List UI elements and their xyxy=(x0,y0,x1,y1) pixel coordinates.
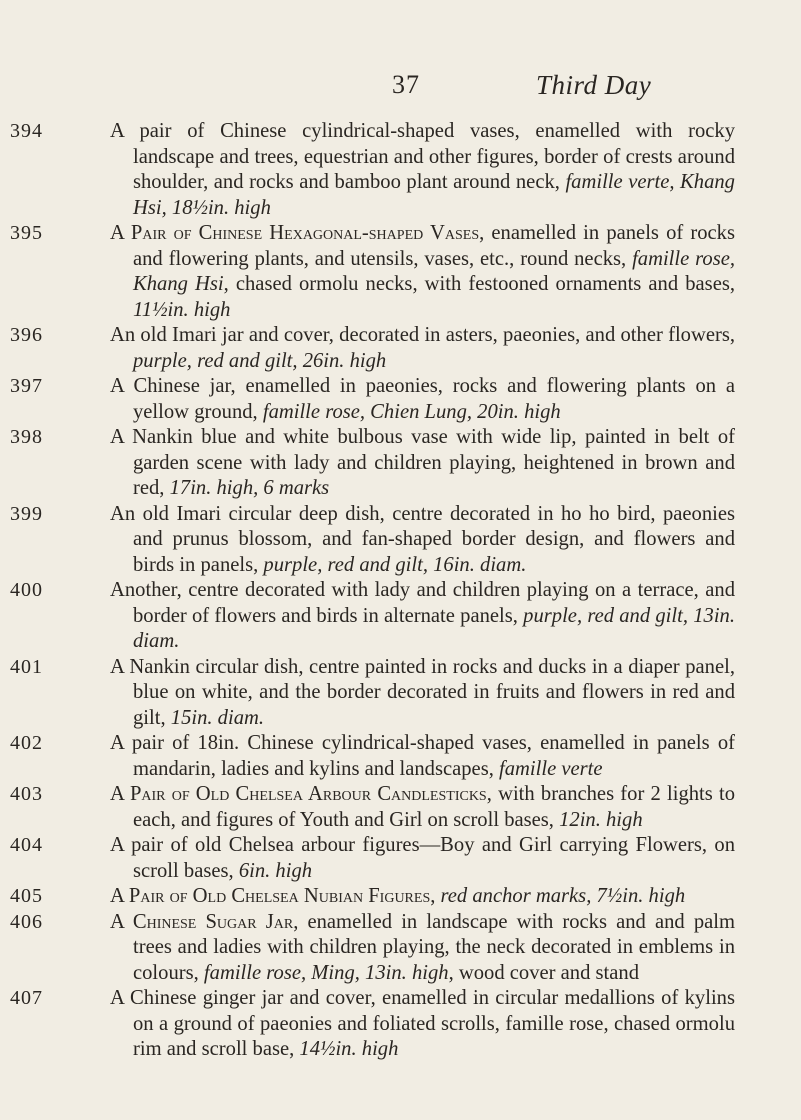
lot-description xyxy=(110,731,735,782)
page-number: 37 xyxy=(392,70,420,99)
lot-number: 396 xyxy=(10,324,43,346)
lot-text-segment: , xyxy=(430,885,441,907)
lot-number: 398 xyxy=(10,426,43,448)
lot-number: 399 xyxy=(10,502,43,525)
lot-detail-italic: 17in. high, 6 marks xyxy=(169,477,330,499)
lot-text-segment: Another, centre decorated with lady and children playing on a terrace, and border of flowers and birds in alternate panels, xyxy=(110,579,735,627)
lot-detail-italic: 15in. diam. xyxy=(170,706,265,729)
lot-description xyxy=(110,425,735,502)
lot-entry xyxy=(0,986,801,1063)
lot-number: 397 xyxy=(10,375,43,397)
lot-entry xyxy=(0,910,801,987)
lot-text-segment: A Chinese ginger jar and cover, enamelled in circular medallions of kylins on a ground of paeonies and foliated scrolls, famille rose, chased ormolu rim and scroll base, xyxy=(110,987,735,1060)
lot-title-smallcaps: A Pair of Old Chelsea Nubian Figures xyxy=(110,885,431,907)
lot-title-smallcaps: A Pair of Chinese Hexagonal-shaped Vases xyxy=(110,222,480,244)
running-head: Third Day xyxy=(536,70,652,100)
lot-text-segment: An old Imari circular deep dish, centre decorated in ho ho bird, paeonies and prunus blossom, and fan-shaped border design, and flowers and birds in panels, xyxy=(110,502,735,576)
lot-number: 406 xyxy=(10,910,43,933)
lot-detail-italic: 12in. high xyxy=(559,808,643,831)
lot-entry xyxy=(0,578,801,655)
lot-list xyxy=(0,119,801,1063)
lot-text-segment: A pair of 18in. Chinese cylindrical-shaped vases, enamelled in panels of mandarin, ladies and kylins and landscapes, xyxy=(110,732,735,780)
lot-text-segment: , with branches for 2 lights to each, and figures of Youth and Girl on scroll bases, xyxy=(133,783,735,831)
lot-number: 404 xyxy=(10,834,43,856)
lot-entry xyxy=(0,731,801,782)
lot-text-segment: A Chinese jar, enamelled in paeonies, rocks and flowering plants on a yellow ground, xyxy=(110,375,735,423)
lot-text-segment: , wood cover and stand xyxy=(448,961,640,984)
lot-number: 403 xyxy=(10,783,43,805)
lot-title-smallcaps: A Chinese Sugar Jar xyxy=(110,910,294,933)
lot-detail-italic: red anchor marks, 7½in. high xyxy=(440,885,686,907)
lot-description xyxy=(110,782,735,833)
lot-description xyxy=(110,578,735,655)
lot-number: 407 xyxy=(10,987,43,1009)
lot-number: 402 xyxy=(10,732,43,754)
lot-detail-italic: famille rose, Khang Hsi xyxy=(133,247,735,295)
lot-entry xyxy=(0,502,801,579)
lot-entry xyxy=(0,221,801,323)
lot-description xyxy=(110,655,735,732)
lot-entry xyxy=(0,782,801,833)
lot-number: 401 xyxy=(10,655,43,678)
lot-description xyxy=(110,833,735,884)
page-header xyxy=(392,70,772,110)
lot-detail-italic: purple, red and gilt, 16in. diam. xyxy=(263,553,527,576)
lot-detail-italic: famille rose, Ming, 13in. high xyxy=(203,961,449,984)
lot-text-segment: A pair of Chinese cylindrical-shaped vases, enamelled with rocky landscape and trees, equestrian and other figures, border of crests around shoulder, and rocks and bamboo plant around neck, xyxy=(110,120,735,193)
lot-text-segment: A pair of old Chelsea arbour figures—Boy and Girl carrying Flowers, on scroll bases, xyxy=(110,834,735,882)
lot-description xyxy=(110,986,735,1063)
lot-detail-italic: purple, red and gilt, 26in. high xyxy=(133,349,387,372)
lot-entry xyxy=(0,119,801,221)
lot-text-segment: A Nankin blue and white bulbous vase with wide lip, painted in belt of garden scene with lady and children playing, heightened in brown and red, xyxy=(110,426,735,499)
lot-detail-italic: famille verte xyxy=(499,757,603,780)
lot-description xyxy=(110,374,735,425)
lot-number: 405 xyxy=(10,885,43,907)
lot-text-segment: , chased ormolu necks, with festooned ornaments and bases, xyxy=(223,273,735,295)
lot-entry xyxy=(0,884,801,910)
lot-detail-italic: famille rose, Chien Lung, 20in. high xyxy=(262,400,561,423)
lot-entry xyxy=(0,833,801,884)
lot-description xyxy=(110,221,735,323)
lot-detail-italic: famille verte, Khang Hsi, 18½in. high xyxy=(133,171,735,219)
lot-entry xyxy=(0,655,801,732)
lot-detail-italic: 14½in. high xyxy=(299,1038,399,1060)
lot-text-segment: An old Imari jar and cover, decorated in asters, paeonies, and other flowers, xyxy=(110,324,735,346)
lot-entry xyxy=(0,425,801,502)
lot-text-segment: A Nankin circular dish, centre painted in rocks and ducks in a diaper panel, blue on white, and the border decorated in fruits and flowers in red and gilt, xyxy=(110,655,735,729)
lot-number: 395 xyxy=(10,222,43,244)
lot-detail-italic: purple, red and gilt, 13in. diam. xyxy=(133,604,735,652)
lot-description xyxy=(110,884,735,910)
lot-detail-italic: 11½in. high xyxy=(133,298,231,321)
lot-text-segment: , enamelled in panels of rocks and flowering plants, and utensils, vases, etc., round necks, xyxy=(133,222,735,270)
lot-description xyxy=(110,323,735,374)
lot-description xyxy=(110,119,735,221)
lot-number: 394 xyxy=(10,120,43,142)
lot-entry xyxy=(0,374,801,425)
lot-entry xyxy=(0,323,801,374)
lot-number: 400 xyxy=(10,579,43,601)
lot-detail-italic: 6in. high xyxy=(238,859,313,882)
lot-text-segment: , enamelled in landscape with rocks and and palm trees and ladies with children playing, the neck decorated in emblems in colours, xyxy=(133,910,736,984)
lot-description xyxy=(110,502,735,579)
lot-description xyxy=(110,910,735,987)
lot-title-smallcaps: A Pair of Old Chelsea Arbour Candlesticks xyxy=(110,783,487,805)
